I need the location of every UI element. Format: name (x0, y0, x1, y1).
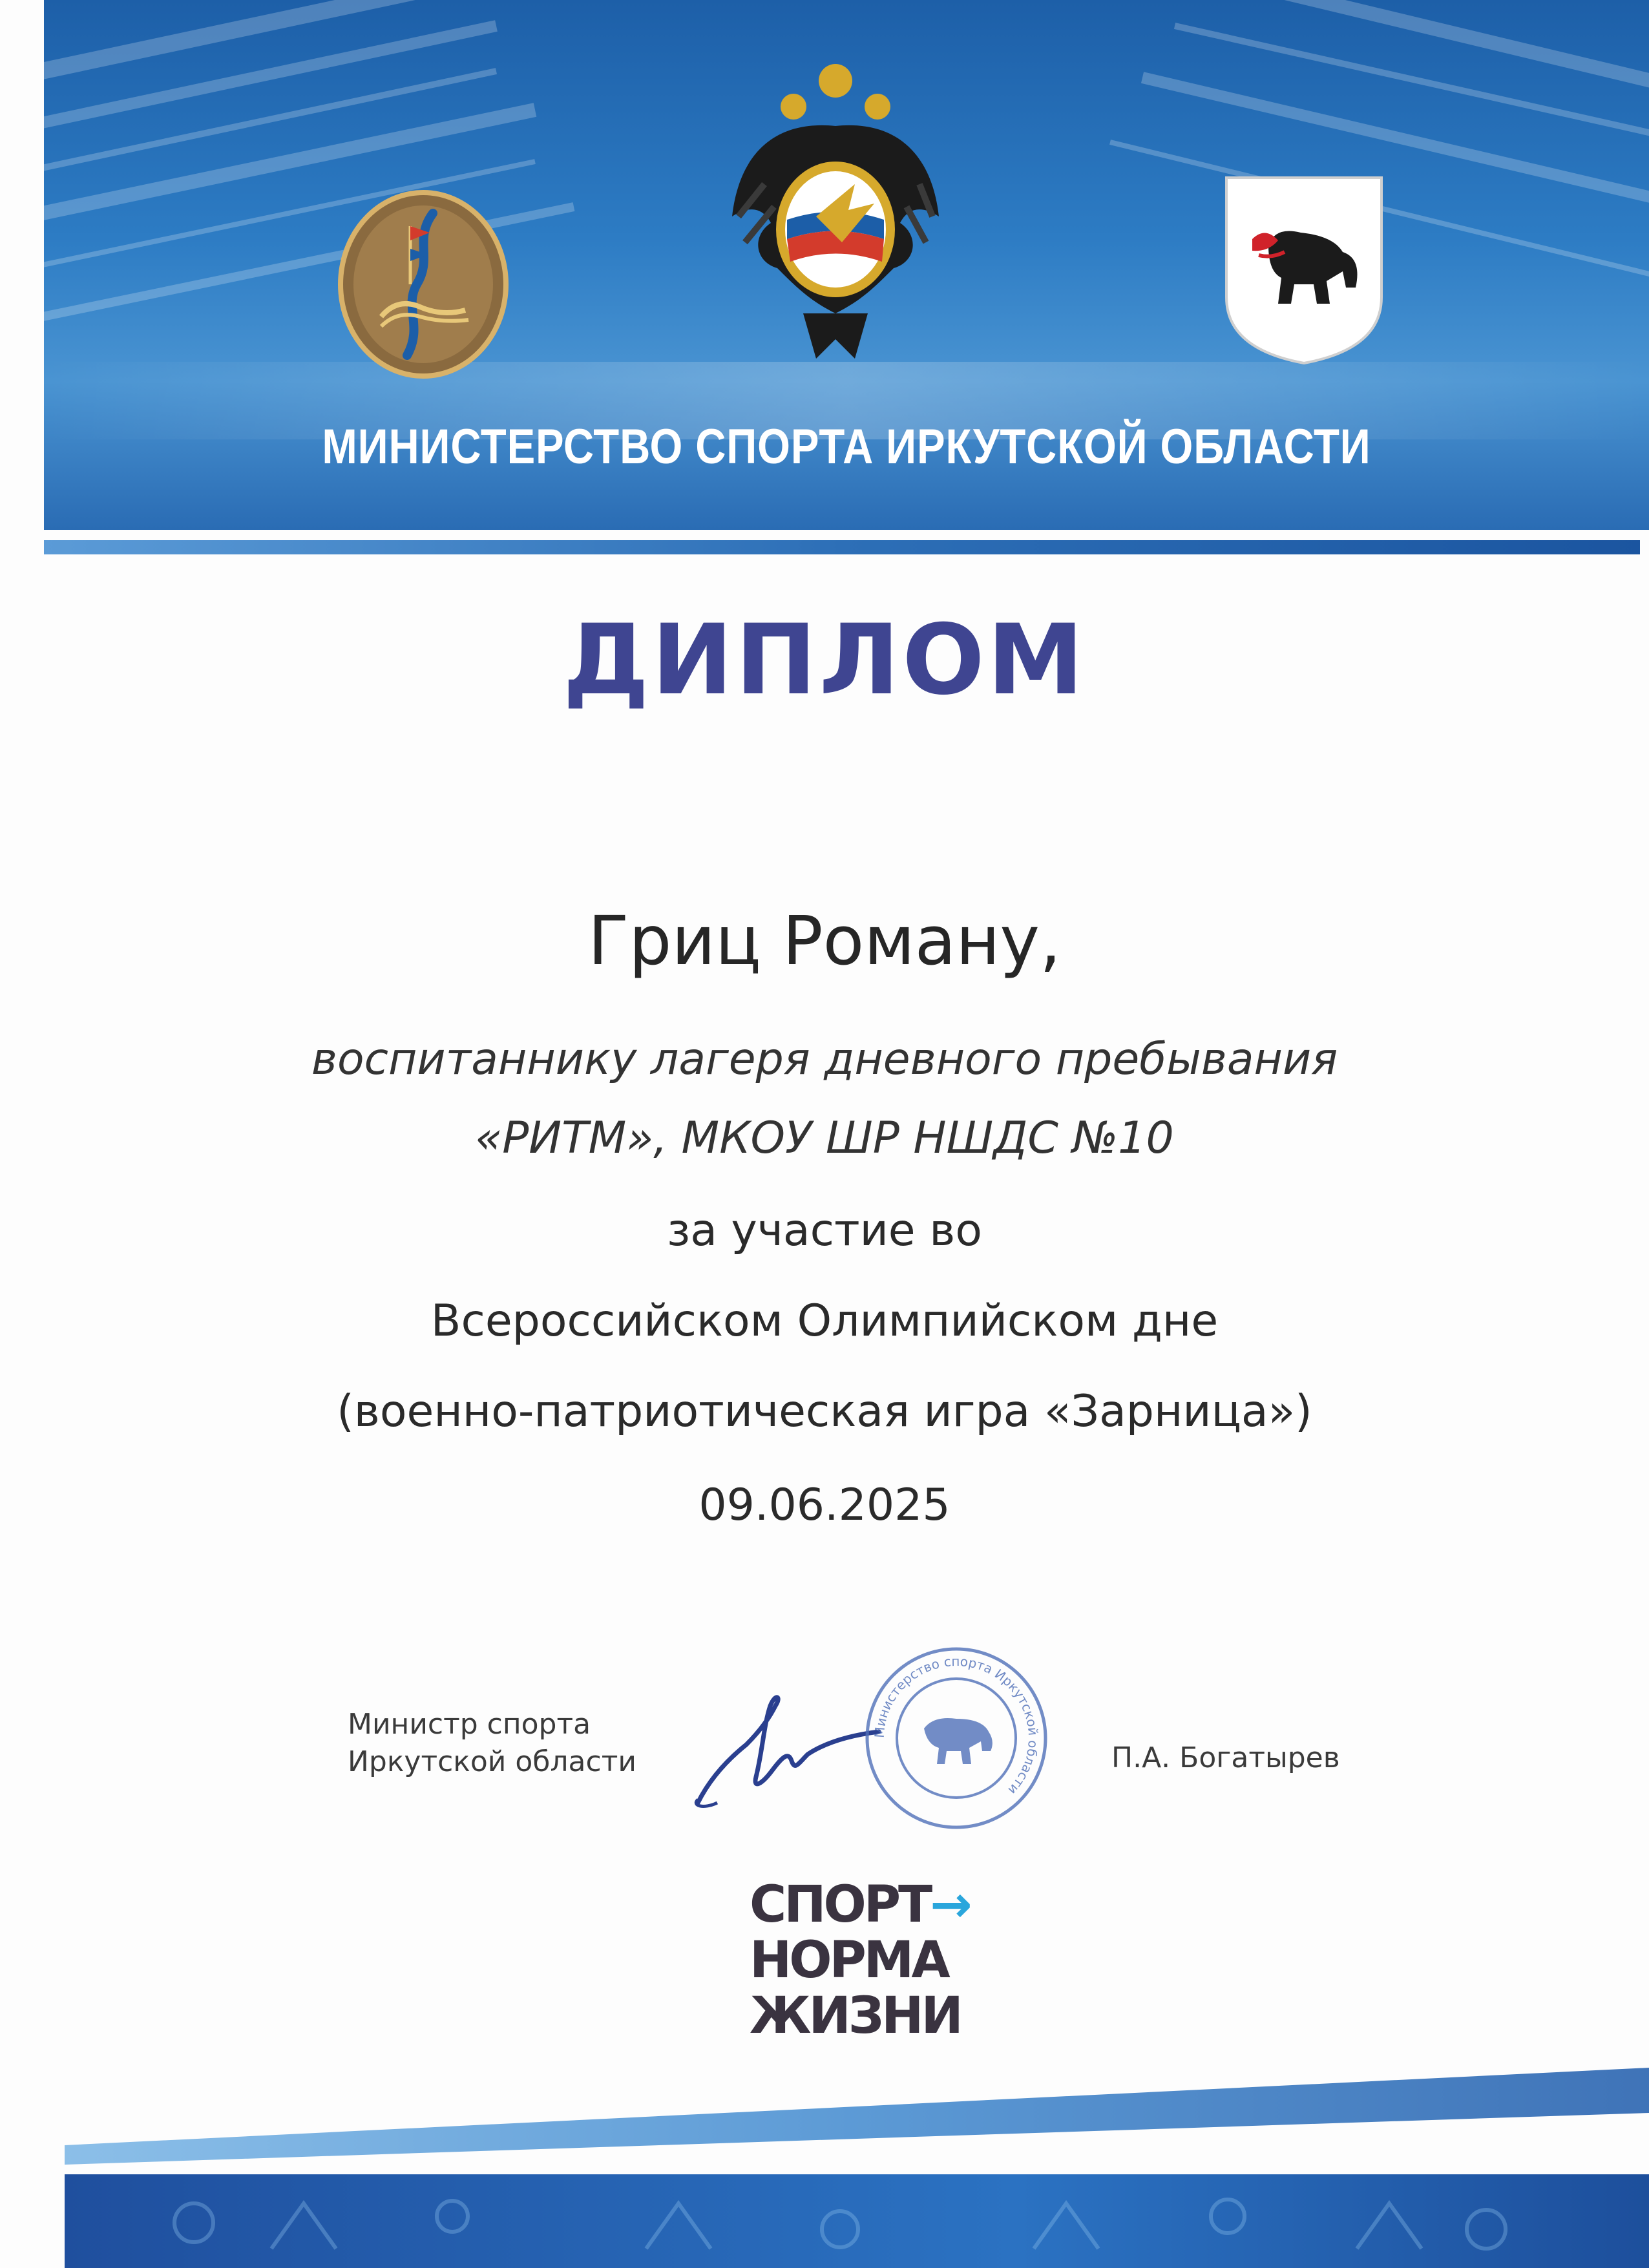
handwritten-signature (685, 1680, 885, 1816)
header-divider (44, 540, 1640, 554)
recipient-name: Гриц Роману, (587, 901, 1061, 980)
slogan-line3: ЖИЗНИ (750, 1987, 961, 2045)
event-date: 09.06.2025 (698, 1480, 951, 1531)
footer-banner (0, 2042, 1649, 2268)
ministry-title: МИНИСТЕРСТВО СПОРТА ИРКУТСКОЙ ОБЛАСТИ (322, 419, 1371, 474)
diploma-title: ДИПЛОМ (562, 604, 1087, 717)
event-name-line2: (военно-патриотическая игра «Зарница») (337, 1386, 1312, 1437)
event-name-line1: Всероссийском Олимпийском дне (430, 1296, 1219, 1347)
slogan-line2: НОРМА (750, 1931, 948, 1990)
regional-sport-emblem-icon (336, 187, 510, 381)
stamp-text: Министерство спорта Иркутской области (871, 1653, 1042, 1798)
header-banner (44, 0, 1649, 530)
irkutsk-coat-of-arms-icon (1223, 174, 1385, 365)
participation-text: за участие во (667, 1205, 982, 1256)
slogan-line1: СПОРТ (750, 1876, 930, 1934)
signatory-position (348, 1706, 636, 1781)
signatory-position-line2: Иркутской области (348, 1745, 636, 1778)
sport-norm-of-life-logo (750, 1876, 970, 2045)
signatory-position-line1: Министр спорта (348, 1708, 591, 1741)
recipient-description-line2: «РИТМ», МКОУ ШР НШДС №10 (475, 1113, 1174, 1164)
signatory-name: П.А. Богатырев (1111, 1741, 1340, 1774)
ministry-of-sport-eagle-icon (726, 55, 945, 372)
recipient-description-line1: воспитаннику лагеря дневного пребывания (311, 1034, 1338, 1085)
slogan-arrow-icon: → (930, 1876, 970, 1934)
official-stamp (863, 1644, 1050, 1832)
